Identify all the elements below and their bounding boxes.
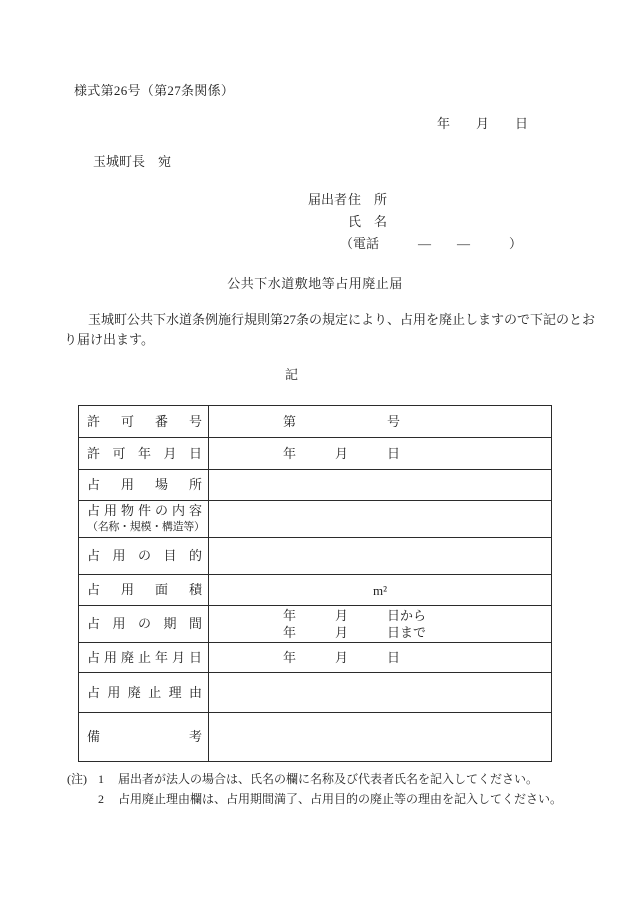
row-value-cell [209, 438, 551, 469]
body-text-line: 玉城町公共下水道条例施行規則第27条の規定により、占用を廃止しますので下記のとお [88, 312, 596, 327]
notifier-role-label: 届出者 [308, 192, 348, 207]
body-text-line: り届け出ます。 [64, 332, 154, 347]
row-value: 年 月 日から [283, 608, 427, 623]
row-value-cell [209, 575, 551, 605]
row-label: 占用面積 [87, 582, 202, 597]
row-label: 占用廃止理由 [87, 684, 202, 700]
table-row [79, 673, 551, 713]
note-number: 2 [98, 792, 104, 806]
row-label: 占用の期間 [87, 616, 202, 631]
permit-table [78, 405, 552, 762]
table-row [79, 406, 551, 438]
row-value-cell [209, 406, 551, 437]
row-value: 年 月 日 [283, 446, 401, 461]
row-label: 備考 [87, 729, 202, 744]
form-number: 様式第26号（第27条関係） [74, 83, 235, 98]
note-number: 1 [98, 772, 104, 786]
notifier-address-label: 住 所 [348, 192, 388, 207]
row-label-cell [79, 713, 209, 761]
row-value-cell [209, 538, 551, 574]
notes [67, 769, 562, 809]
row-value: m² [372, 582, 387, 598]
table-row [79, 713, 551, 761]
row-label-cell [79, 406, 209, 437]
row-label: 占用廃止年月日 [87, 649, 202, 665]
row-label: 許可年月日 [87, 445, 202, 461]
row-label-cell [79, 438, 209, 469]
row-label: 許可番号 [87, 413, 202, 429]
row-label: 占用場所 [87, 477, 202, 492]
row-sublabel: （名称・規模・構造等） [87, 521, 205, 533]
row-label-cell [79, 501, 209, 537]
row-label-cell [79, 538, 209, 574]
row-value: 年 月 日まで [283, 625, 427, 640]
table-row [79, 438, 551, 470]
row-value-cell [209, 606, 551, 642]
note-marker: (注) [67, 772, 87, 786]
row-value-cell [209, 673, 551, 712]
note-text: 届出者が法人の場合は、氏名の欄に名称及び代表者氏名を記入してください。 [118, 772, 539, 786]
note-marker [67, 789, 98, 809]
table-row [79, 501, 551, 538]
date-line: 年 月 日 [437, 116, 529, 131]
notifier-phone-label: （電話 ― ― ） [340, 236, 523, 251]
table-row [79, 606, 551, 643]
notifier-name-label: 氏 名 [348, 214, 388, 229]
table-row [79, 538, 551, 575]
row-label-cell [79, 673, 209, 712]
row-label: 占用物件の内容 [87, 503, 202, 518]
note-line [67, 789, 562, 809]
table-row [79, 643, 551, 673]
table-row [79, 575, 551, 606]
row-label: 占用の目的 [87, 548, 202, 563]
row-value-cell [209, 501, 551, 537]
row-value: 年 月 日 [283, 650, 401, 665]
table-row [79, 470, 551, 501]
note-line [67, 769, 562, 789]
document-title: 公共下水道敷地等占用廃止届 [227, 276, 403, 291]
row-value: 第 号 [283, 414, 401, 429]
row-value-cell [209, 713, 551, 761]
row-label-cell [79, 643, 209, 672]
ki-heading: 記 [285, 367, 299, 382]
row-label-cell [79, 470, 209, 500]
row-label-cell [79, 606, 209, 642]
row-label-cell [79, 575, 209, 605]
row-value-cell [209, 470, 551, 500]
addressee: 玉城町長 宛 [93, 154, 172, 169]
row-value-cell [209, 643, 551, 672]
note-text: 占用廃止理由欄は、占用期間満了、占用目的の廃止等の理由を記入してください。 [118, 792, 563, 806]
